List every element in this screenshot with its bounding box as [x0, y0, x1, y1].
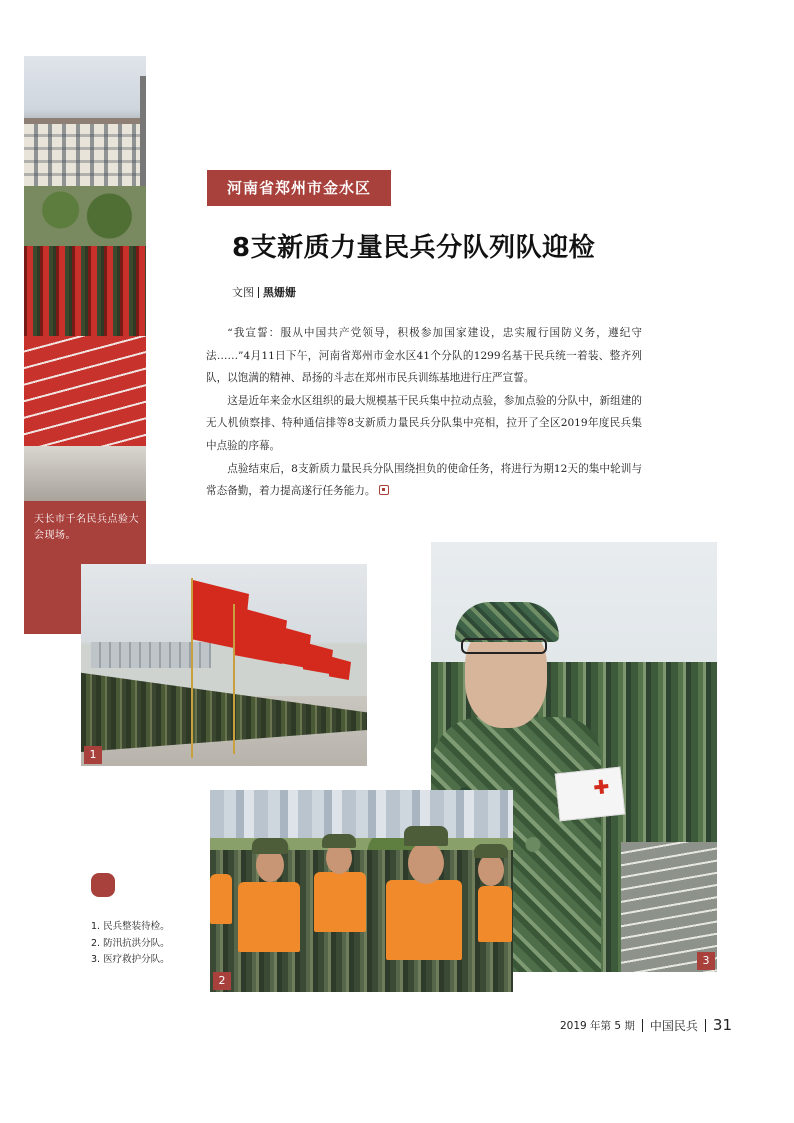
region-tag: 河南省郑州市金水区 [207, 170, 391, 206]
publication-name: 中国民兵 [649, 1018, 698, 1033]
byline-label: 文图 [232, 286, 254, 299]
page-footer [560, 1016, 732, 1034]
photo-flood-control-team [210, 790, 513, 992]
photo-number-badge: 1 [84, 746, 102, 764]
byline-separator [258, 287, 259, 298]
caption-marker [91, 873, 115, 897]
left-photo-caption: 天长市千名民兵点验大会现场。 [34, 514, 139, 541]
left-photo-rally [24, 56, 146, 501]
article-paragraph: 这是近年来金水区组织的最大规模基干民兵集中拉动点验，参加点验的分队中，新组建的无人机侦察排、特种通信排等8支新质力量民兵分队集中亮相，拉开了全区2019年度民兵集中点验的序幕。 [206, 394, 642, 452]
photo-militia-inspection [81, 564, 367, 766]
byline [232, 284, 296, 300]
photo-number-badge: 2 [213, 972, 231, 990]
photo-caption: 2. 防汛抗洪分队。 [91, 937, 170, 949]
article-paragraph-text: 点验结束后，8支新质力量民兵分队围绕担负的使命任务，将进行为期12天的集中轮训与常态备勤，着力提高遂行任务能力。 [206, 462, 642, 498]
end-of-article-mark-icon [379, 485, 389, 495]
photo-caption: 3. 医疗救护分队。 [91, 954, 170, 965]
page-number: 31 [712, 1016, 732, 1034]
photo-captions [91, 919, 170, 969]
article-paragraph-last [206, 458, 642, 503]
footer-separator [705, 1019, 706, 1032]
article-title: 8支新质力量民兵分队列队迎检 [232, 233, 596, 263]
issue-label: 2019 年第 5 期 [559, 1019, 635, 1032]
article-paragraph: “我宣誓：服从中国共产党领导，积极参加国家建设，忠实履行国防义务，遵纪守法……”4月11日下午，河南省郑州市金水区41个分队的1299名基干民兵统一着装、整齐列队，以饱满的精神、昂扬的斗志在郑州市民兵训练基地进行庄严宣誓。 [206, 327, 642, 385]
article-body [206, 322, 642, 503]
photo-number-badge: 3 [697, 952, 715, 970]
left-photo-panel [24, 56, 146, 634]
red-cross-armband [555, 767, 626, 822]
byline-author: 黑姗姗 [263, 286, 296, 299]
photo-caption: 1. 民兵整装待检。 [91, 921, 170, 932]
footer-separator [642, 1019, 643, 1032]
